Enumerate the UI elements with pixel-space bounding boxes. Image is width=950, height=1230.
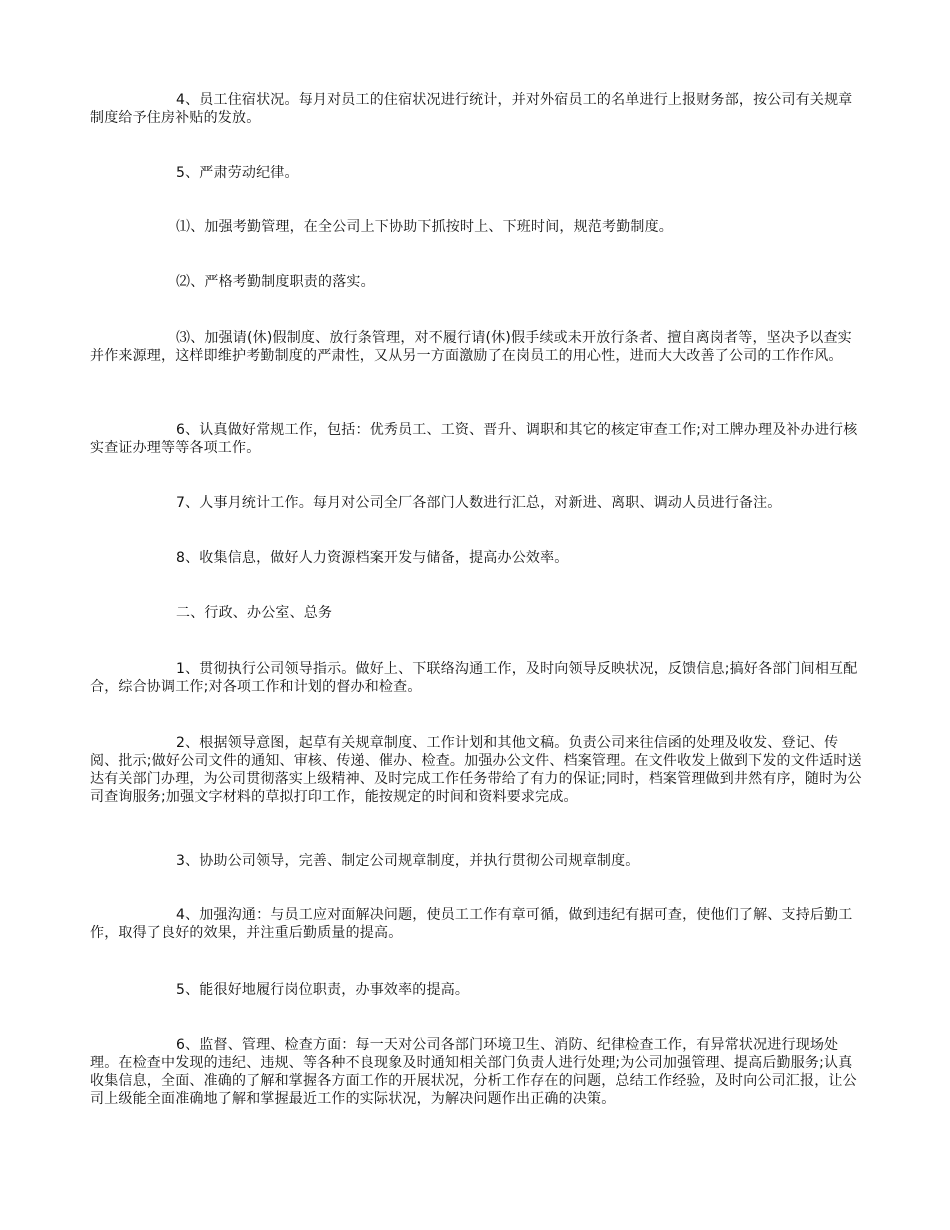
- paragraph-6-routine: 6、认真做好常规工作，包括：优秀员工、工资、晋升、调职和其它的核定审查工作;对工牌办理及补办进行核实查证办理等等各项工作。: [90, 422, 858, 456]
- paragraph-5-discipline: 5、严肃劳动纪律。: [176, 165, 299, 181]
- paragraph-sub2-duty: ⑵、严格考勤制度职责的落实。: [176, 274, 375, 290]
- paragraph-7-statistics: 7、人事月统计工作。每月对公司全厂各部门人数进行汇总，对新进、离职、调动人员进行备注。: [176, 495, 782, 511]
- paragraph-8-information: 8、收集信息，做好人力资源档案开发与储备，提高办公效率。: [176, 550, 569, 566]
- paragraph-1-instructions: 1、贯彻执行公司领导指示。做好上、下联络沟通工作，及时向领导反映状况，反馈信息;搞好各部门间相互配合，综合协调工作;对各项工作和计划的督办和检查。: [90, 661, 858, 695]
- section-heading-admin: 二、行政、办公室、总务: [176, 605, 333, 621]
- paragraph-3-regulations: 3、协助公司领导，完善、制定公司规章制度，并执行贯彻公司规章制度。: [176, 853, 640, 869]
- paragraph-5-duties: 5、能很好地履行岗位职责，办事效率的提高。: [176, 982, 470, 998]
- paragraph-6-supervision: 6、监督、管理、检查方面：每一天对公司各部门环境卫生、消防、纪律检查工作，有异常状况进行现场处理。在检查中发现的违纪、违规、等各种不良现象及时通知相关部门负责人进行处理;为公司加强管理、提高后勤服务;认真收集信息，全面、准确的了解和掌握各方面工作的开展状况，分析工作存在的问题，总结工作经验，及时向公司汇报，让公司上级能全面准确地了解和掌握最近工作的实际状况，为解决问题作出正确的决策。: [90, 1037, 857, 1107]
- paragraph-sub3-leave: ⑶、加强请(休)假制度、放行条管理，对不履行请(休)假手续或未开放行条者、擅自离岗者等，坚决予以查实并作来源理，这样即维护考勤制度的严肃性，又从另一方面激励了在岗员工的用心性，进而大大改善了公司的工作作风。: [90, 330, 852, 364]
- paragraph-2-documents: 2、根据领导意图，起草有关规章制度、工作计划和其他文稿。负责公司来往信函的处理及收发、登记、传阅、批示;做好公司文件的通知、审核、传递、催办、检查。加强办公文件、档案管理。在文件收发上做到下发的文件适时送达有关部门办理，为公司贯彻落实上级精神、及时完成工作任务带给了有力的保证;同时，档案管理做到井然有序，随时为公司查询服务;加强文字材料的草拟打印工作，能按规定的时间和资料要求完成。: [90, 735, 862, 805]
- paragraph-sub1-attendance: ⑴、加强考勤管理，在全公司上下协助下抓按时上、下班时间，规范考勤制度。: [176, 219, 673, 235]
- paragraph-4-housing: 4、员工住宿状况。每月对员工的住宿状况进行统计，并对外宿员工的名单进行上报财务部，按公司有关规章制度给予住房补贴的发放。: [90, 92, 853, 126]
- paragraph-4-communication: 4、加强沟通：与员工应对面解决问题，使员工工作有章可循，做到违纪有据可查，使他们了解、支持后勤工作，取得了良好的效果，并注重后勤质量的提高。: [90, 907, 853, 941]
